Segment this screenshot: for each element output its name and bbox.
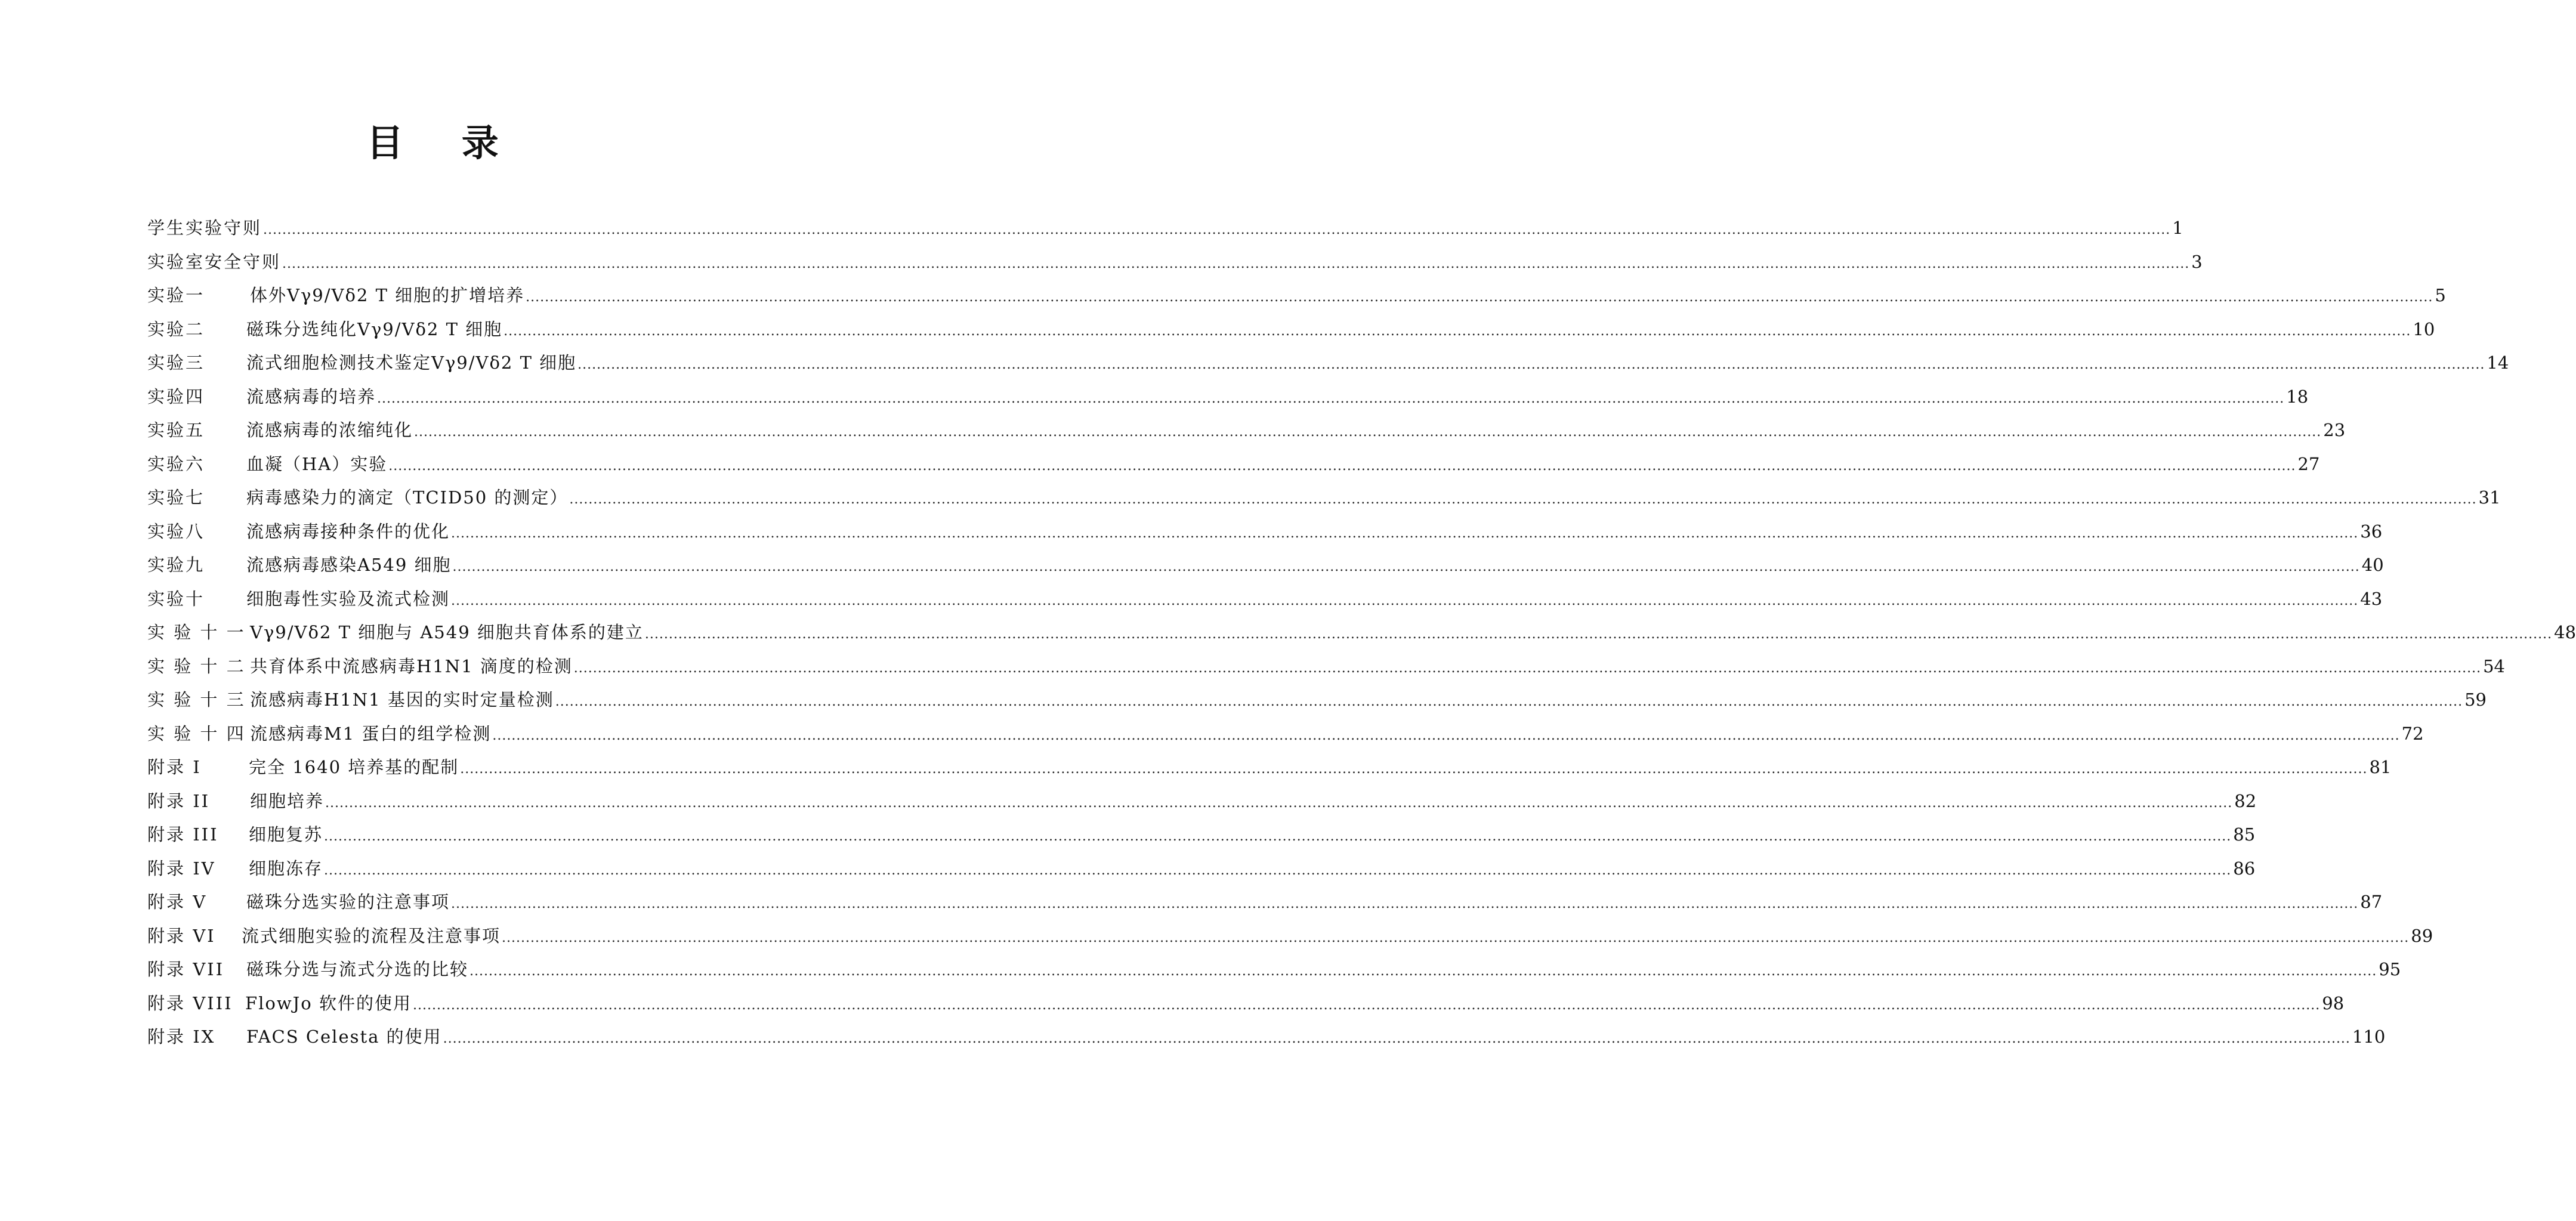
toc-leader-dots: ................................................................................................................................................................................................................................................................................................................................................................................................................ [282,256,2190,271]
toc-entry[interactable] [147,317,2435,351]
toc-entry[interactable] [147,385,2309,419]
toc-entry[interactable] [147,654,2505,688]
toc-leader-dots: ................................................................................................................................................................................................................................................................................................................................................................................................................ [452,560,2360,574]
toc-entry-label: 附录 V [147,892,208,912]
toc-leader-dots: ................................................................................................................................................................................................................................................................................................................................................................................................................ [324,863,2232,878]
toc-entry-title: 流感病毒感染A549 细胞 [246,555,452,575]
toc-entry-page-number: 85 [2233,824,2256,845]
toc-entry[interactable] [147,620,2576,654]
toc-leader-dots: ................................................................................................................................................................................................................................................................................................................................................................................................................ [443,1031,2350,1046]
toc-entry-title: 流感病毒的培养 [246,386,376,407]
toc-entry-label: 实验九 [147,555,205,575]
toc-entry[interactable] [147,890,2383,924]
toc-entry-page-number: 95 [2379,959,2401,979]
toc-entry[interactable] [147,957,2401,991]
toc-entry-page-number: 36 [2360,521,2383,542]
toc-entry[interactable] [147,789,2257,823]
toc-entry-page-number: 54 [2483,656,2505,676]
toc-entry-title: FlowJo 软件的使用 [245,993,412,1013]
toc-entry[interactable] [147,688,2487,722]
toc-entry-title: 体外Vγ9/Vδ2 T 细胞的扩增培养 [250,285,525,305]
toc-entry-title: 细胞毒性实验及流式检测 [246,588,450,609]
toc-leader-dots: ................................................................................................................................................................................................................................................................................................................................................................................................................ [526,290,2433,305]
toc-entry[interactable] [147,553,2384,587]
toc-entry-label: 实 验 十 三 [147,690,246,710]
toc-leader-dots: ................................................................................................................................................................................................................................................................................................................................................................................................................ [569,492,2477,507]
toc-entry[interactable] [147,924,2433,958]
toc-entry[interactable] [147,418,2346,452]
toc-entry-label: 附录 II [147,790,211,811]
toc-entry-page-number: 59 [2464,690,2487,710]
toc-entry[interactable] [147,1025,2386,1059]
toc-leader-dots: ................................................................................................................................................................................................................................................................................................................................................................................................................ [470,964,2377,979]
toc-entry-title: 血凝（HA）实验 [246,453,388,474]
toc-entry-label: 实 验 十 二 [147,656,246,676]
toc-entry-page-number: 40 [2361,555,2384,575]
toc-entry[interactable] [147,486,2501,520]
toc-entry[interactable] [147,283,2446,317]
toc-entry-title: 磁珠分选实验的注意事项 [246,892,450,912]
toc-entry-label: 附录 IV [147,858,216,879]
toc-entry-title: 共育体系中流感病毒H1N1 滴度的检测 [250,656,573,676]
toc-leader-dots: ................................................................................................................................................................................................................................................................................................................................................................................................................ [555,694,2463,709]
toc-entry-page-number: 87 [2360,892,2383,912]
toc-entry[interactable] [147,216,2183,250]
toc-entry[interactable] [147,452,2320,486]
toc-entry-page-number: 43 [2360,588,2383,609]
toc-entry-title: 磁珠分选纯化Vγ9/Vδ2 T 细胞 [246,319,503,339]
toc-entry-page-number: 82 [2234,790,2257,811]
toc-entry-label: 实验室安全守则 [147,251,282,272]
toc-entry-label: 学生实验守则 [147,218,262,238]
toc-entry-label: 实 验 十 一 [147,622,246,642]
toc-entry-page-number: 98 [2322,993,2345,1013]
toc-leader-dots: ................................................................................................................................................................................................................................................................................................................................................................................................................ [414,425,2322,440]
toc-entry-page-number: 18 [2286,386,2309,407]
toc-leader-dots: ................................................................................................................................................................................................................................................................................................................................................................................................................ [325,795,2233,811]
toc-entry[interactable] [147,991,2345,1025]
toc-entry-label: 实验十 [147,588,205,609]
toc-entry-title: Vγ9/Vδ2 T 细胞与 A549 细胞共育体系的建立 [250,622,644,642]
toc-entry-label: 实验三 [147,353,205,373]
toc-entry-label: 实验一 [147,285,205,305]
toc-entry-title: 细胞培养 [250,790,325,811]
toc-entry[interactable] [147,587,2383,621]
toc-leader-dots: ................................................................................................................................................................................................................................................................................................................................................................................................................ [377,391,2285,406]
toc-entry-page-number: 10 [2413,319,2435,339]
toc-entry[interactable] [147,823,2256,857]
toc-leader-dots: ................................................................................................................................................................................................................................................................................................................................................................................................................ [502,930,2410,945]
toc-leader-dots: ................................................................................................................................................................................................................................................................................................................................................................................................................ [324,829,2232,844]
toc-leader-dots: ................................................................................................................................................................................................................................................................................................................................................................................................................ [412,997,2321,1013]
toc-entry[interactable] [147,520,2383,554]
toc-entry-label: 实验八 [147,521,205,542]
toc-entry-label: 实 验 十 四 [147,723,246,744]
toc-leader-dots: ................................................................................................................................................................................................................................................................................................................................................................................................................ [451,526,2359,541]
toc-leader-dots: ................................................................................................................................................................................................................................................................................................................................................................................................................ [451,897,2359,911]
toc-entry-title: 细胞复苏 [249,824,323,845]
toc-entry-title: 流感病毒接种条件的优化 [246,521,450,542]
toc-entry-title: 流感病毒H1N1 基因的实时定量检测 [250,690,554,710]
toc-leader-dots: ................................................................................................................................................................................................................................................................................................................................................................................................................ [388,458,2296,474]
toc-entry-page-number: 89 [2411,925,2433,946]
toc-entry[interactable] [147,857,2256,891]
toc-entry-label: 附录 VI [147,925,216,946]
toc-entry-label: 附录 IX [147,1027,216,1047]
toc-leader-dots: ................................................................................................................................................................................................................................................................................................................................................................................................................ [492,728,2400,743]
toc-entry-page-number: 3 [2191,251,2203,272]
toc-leader-dots: ................................................................................................................................................................................................................................................................................................................................................................................................................ [573,660,2482,676]
toc-entry-title: 磁珠分选与流式分选的比较 [246,959,469,979]
toc-entry-label: 附录 III [147,824,219,845]
toc-leader-dots: ................................................................................................................................................................................................................................................................................................................................................................................................................ [460,762,2368,777]
toc-leader-dots: ................................................................................................................................................................................................................................................................................................................................................................................................................ [451,593,2359,608]
toc-entry-label: 附录 VII [147,959,225,979]
toc-entry-label: 附录 I [147,757,202,777]
toc-leader-dots: ................................................................................................................................................................................................................................................................................................................................................................................................................ [644,627,2553,642]
toc-entry[interactable] [147,250,2203,284]
toc-entry[interactable] [147,755,2392,789]
toc-entry-page-number: 23 [2323,420,2346,440]
toc-leader-dots: ................................................................................................................................................................................................................................................................................................................................................................................................................ [504,323,2411,339]
toc-entry-page-number: 5 [2435,285,2446,305]
table-of-contents [147,216,2576,1059]
toc-entry-title: 完全 1640 培养基的配制 [249,757,459,777]
toc-entry-label: 实验二 [147,319,205,339]
toc-entry-page-number: 110 [2352,1027,2386,1047]
toc-entry-title: 细胞冻存 [249,858,323,879]
toc-entry[interactable] [147,722,2424,756]
toc-entry-title: 流感病毒的浓缩纯化 [246,420,413,440]
toc-entry-page-number: 48 [2554,622,2576,642]
toc-entry-label: 实验六 [147,453,205,474]
toc-entry-label: 实验五 [147,420,205,440]
page-title: 目 录 [366,121,521,165]
toc-entry-title: 流感病毒M1 蛋白的组学检测 [250,723,492,744]
toc-entry-title: 流式细胞检测技术鉴定Vγ9/Vδ2 T 细胞 [246,353,577,373]
toc-entry-title: 流式细胞实验的流程及注意事项 [242,925,501,946]
toc-entry-label: 实验四 [147,386,205,407]
toc-entry-page-number: 27 [2297,453,2320,474]
toc-leader-dots: ................................................................................................................................................................................................................................................................................................................................................................................................................ [577,357,2485,372]
toc-entry-page-number: 31 [2478,487,2501,508]
toc-entry-page-number: 86 [2233,858,2256,879]
toc-leader-dots: ................................................................................................................................................................................................................................................................................................................................................................................................................ [263,222,2171,237]
toc-entry-page-number: 1 [2172,218,2183,238]
toc-entry-title: 病毒感染力的滴定（TCID50 的测定） [246,487,569,508]
toc-entry-page-number: 14 [2487,353,2509,373]
toc-entry-title: FACS Celesta 的使用 [246,1027,442,1047]
toc-entry-page-number: 72 [2401,723,2424,744]
toc-entry-label: 附录 VIII [147,993,233,1013]
toc-entry-page-number: 81 [2369,757,2392,777]
toc-entry[interactable] [147,351,2509,385]
toc-entry-label: 实验七 [147,487,205,508]
